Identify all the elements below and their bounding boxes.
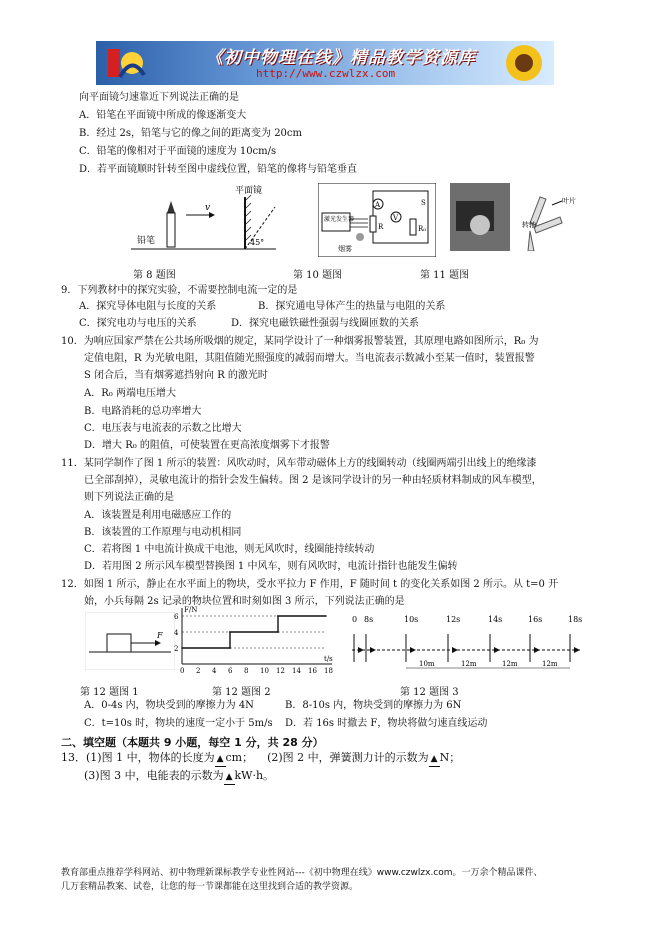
time-label: 8s — [364, 615, 374, 624]
figure-caption: 第 11 题图 — [420, 270, 470, 281]
resistor-r-label: R — [378, 223, 384, 231]
arrow-icon — [534, 647, 540, 653]
text-line: C．t=10s 时，物块的速度一定小于 5m/s — [84, 718, 273, 729]
data-point — [181, 647, 183, 649]
footer-line-1: 教育部重点推荐学科网站、初中物理新课标教学专业性网站---《初中物理在线》www.czwlzx.com。一万余个精品课件、 — [61, 868, 543, 878]
x-tick-label: 2 — [196, 667, 201, 675]
text-line: A．该装置是利用电磁感应工作的 — [84, 510, 232, 521]
x-tick-label: 6 — [228, 667, 233, 675]
text-line: B．经过 2s，铅笔与它的像之间的距离变为 20cm — [79, 128, 303, 139]
answer-blank-1[interactable]: ▲ — [215, 752, 226, 767]
data-point — [277, 631, 279, 633]
y-axis-label: F/N — [184, 606, 198, 614]
data-point — [229, 631, 231, 633]
time-label: 10s — [404, 615, 419, 624]
switch-label: S — [421, 199, 426, 207]
x-tick-label: 14 — [292, 667, 301, 675]
text-line: D．若平面镜顺时针转至图中虚线位置，铅笔的像将与铅笔垂直 — [79, 164, 358, 175]
figure-10-circuit — [318, 183, 436, 257]
section-2-heading: 二、填空题（本题共 9 小题，每空 1 分，共 28 分） — [61, 736, 324, 749]
footer-line-2: 几万套精品教案、试卷，让您的每一节课都能在这里找到合适的教学资源。 — [61, 882, 359, 892]
velocity-label: v — [205, 203, 211, 213]
time-label: 0 — [352, 615, 358, 624]
site-logo-icon — [106, 45, 146, 81]
x-tick-label: 8 — [244, 667, 249, 675]
text-line: 11．某同学制作了图 1 所示的装置：风吹动时，风车带动磁体上方的线圈转动（线圈两端引出线上的绝缘漆 — [61, 458, 537, 469]
y-tick-label: 2 — [174, 645, 179, 653]
smoke-label: 烟雾 — [338, 245, 352, 253]
x-tick-label: 10 — [260, 667, 269, 675]
x-tick-label: 12 — [276, 667, 285, 675]
text-line: A．R₀ 两端电压增大 — [84, 388, 176, 399]
banner-title: 《初中物理在线》精品教学资源库 — [206, 48, 476, 68]
text-line: B．探究通电导体产生的热量与电阻的关系 — [258, 301, 446, 312]
text-line: A．铅笔在平面镜中所成的像逐渐变大 — [79, 110, 247, 121]
x-tick-label: 18 — [324, 667, 333, 675]
arrow-icon — [410, 647, 416, 653]
text-line: 向平面镜匀速靠近下列说法正确的是 — [79, 92, 239, 103]
text-line: B．电路消耗的总功率增大 — [84, 406, 202, 417]
y-tick-label: 6 — [174, 613, 179, 621]
text-line: 则下列说法正确的是 — [84, 492, 174, 503]
figure-caption: 第 10 题图 — [293, 270, 343, 281]
pencil-label: 铅笔 — [137, 236, 156, 246]
x-axis-label: t/s — [324, 655, 333, 663]
text-line: A．0-4s 内，物块受到的摩擦力为 4N — [84, 700, 254, 711]
time-label: 14s — [488, 615, 503, 624]
question-13-line-1: 13．(1)图 1 中，物体的长度为 ▲ cm； (2)图 2 中，弹簧测力计的示数为 ▲ N； — [61, 751, 460, 767]
arrow-icon — [494, 647, 500, 653]
resistor-r0-label: R₀ — [418, 225, 427, 233]
figure-caption: 第 8 题图 — [133, 270, 176, 281]
x-tick-label: 4 — [212, 667, 217, 675]
arrow-icon — [574, 647, 580, 653]
figure-caption: 第 12 题图 1 — [80, 687, 139, 698]
time-label: 16s — [528, 615, 543, 624]
text-line: D．探究电磁铁磁性强弱与线圈匝数的关系 — [231, 318, 420, 329]
answer-blank-3[interactable]: ▲ — [224, 770, 235, 785]
answer-blank-2[interactable]: ▲ — [429, 752, 440, 767]
axle-label: 转轴 — [522, 221, 536, 229]
figure-11-wind-generator — [450, 183, 578, 251]
mirror-label: 平面镜 — [235, 186, 263, 196]
laser-label: 激光发生器 — [324, 216, 355, 223]
x-tick-label: 16 — [308, 667, 317, 675]
figure-12-2-force-time-chart — [168, 606, 340, 678]
text-line: C．若将图 1 中电流计换成干电池，则无风吹时，线圈能持续转动 — [84, 544, 375, 555]
text-line: C．探究电功与电压的关系 — [79, 318, 197, 329]
text-line: 已全部刮掉），灵敏电流计的指针会发生偏转。图 2 是该同学设计的另一种由轻质材料制成的风车模型， — [84, 475, 542, 486]
text-line: 10．为响应国家严禁在公共场所吸烟的规定，某同学设计了一种烟雾报警装置，其原理电路如图所示，R₀ 为 — [61, 336, 539, 347]
text-line: D．若 16s 时撤去 F，物块将做匀速直线运动 — [285, 718, 488, 729]
text-line: B．该装置的工作原理与电动机相同 — [84, 527, 242, 538]
distance-label: 12m — [461, 660, 477, 668]
distance-label: 12m — [542, 660, 558, 668]
y-tick-label: 4 — [174, 629, 179, 637]
sunflower-icon — [490, 41, 550, 85]
time-label: 12s — [446, 615, 461, 624]
arrow-icon — [370, 647, 376, 653]
text-line: S 闭合后，当有烟雾遮挡射向 R 的激光时 — [84, 370, 268, 381]
svg-text:F: F — [157, 631, 163, 640]
distance-label: 10m — [419, 660, 435, 668]
figure-12-3-timeline — [350, 610, 586, 676]
text-line: D．若用图 2 所示风车模型替换图 1 中风车，则有风吹时，电流计指针也能发生偏转 — [84, 561, 458, 572]
x-tick-label: 0 — [180, 667, 185, 675]
voltmeter-label: V — [393, 214, 399, 222]
question-13-line-2: (3)图 3 中，电能表的示数为 ▲ kW·h。 — [84, 769, 274, 785]
arrow-icon — [452, 647, 458, 653]
text-line: 12．如图 1 所示，静止在水平面上的物块，受水平拉力 F 作用，F 随时间 t 的变化关系如图 2 所示。从 t=0 开 — [61, 579, 559, 590]
text-line: D．增大 R₀ 的阻值，可使装置在更高浓度烟雾下才报警 — [84, 440, 330, 451]
arrow-icon — [358, 647, 364, 653]
data-point — [277, 615, 279, 617]
time-label: 18s — [568, 615, 583, 624]
blade-label: 叶片 — [562, 197, 576, 205]
text-line: C．电压表与电流表的示数之比增大 — [84, 423, 242, 434]
banner-url[interactable]: http://www.czwlzx.com — [256, 67, 396, 80]
figure-caption: 第 12 题图 3 — [400, 687, 459, 698]
text-line: A．探究导体电阻与长度的关系 — [79, 301, 217, 312]
data-point — [229, 647, 231, 649]
text-line: 定值电阻，R 为光敏电阻，其阻值随光照强度的减弱而增大。当电流表示数减小至某一值时，装置报警 — [84, 353, 535, 364]
angle-label: 45° — [250, 238, 265, 247]
figure-caption: 第 12 题图 2 — [212, 687, 271, 698]
ammeter-label: A — [375, 201, 381, 209]
text-line: 9．下列教材中的探究实验，不需要控制电流一定的是 — [61, 285, 298, 296]
figure-12-1-block — [85, 612, 175, 670]
text-line: 始，小兵每隔 2s 记录的物块位置和时刻如图 3 所示，下列说法正确的是 — [84, 596, 405, 607]
header-banner — [96, 41, 554, 85]
text-line: B．8-10s 内，物块受到的摩擦力为 6N — [285, 700, 462, 711]
text-line: C．铅笔的像相对于平面镜的速度为 10cm/s — [79, 146, 277, 157]
distance-label: 12m — [502, 660, 518, 668]
figure-8-pencil-mirror — [131, 183, 276, 255]
data-point — [325, 615, 327, 617]
